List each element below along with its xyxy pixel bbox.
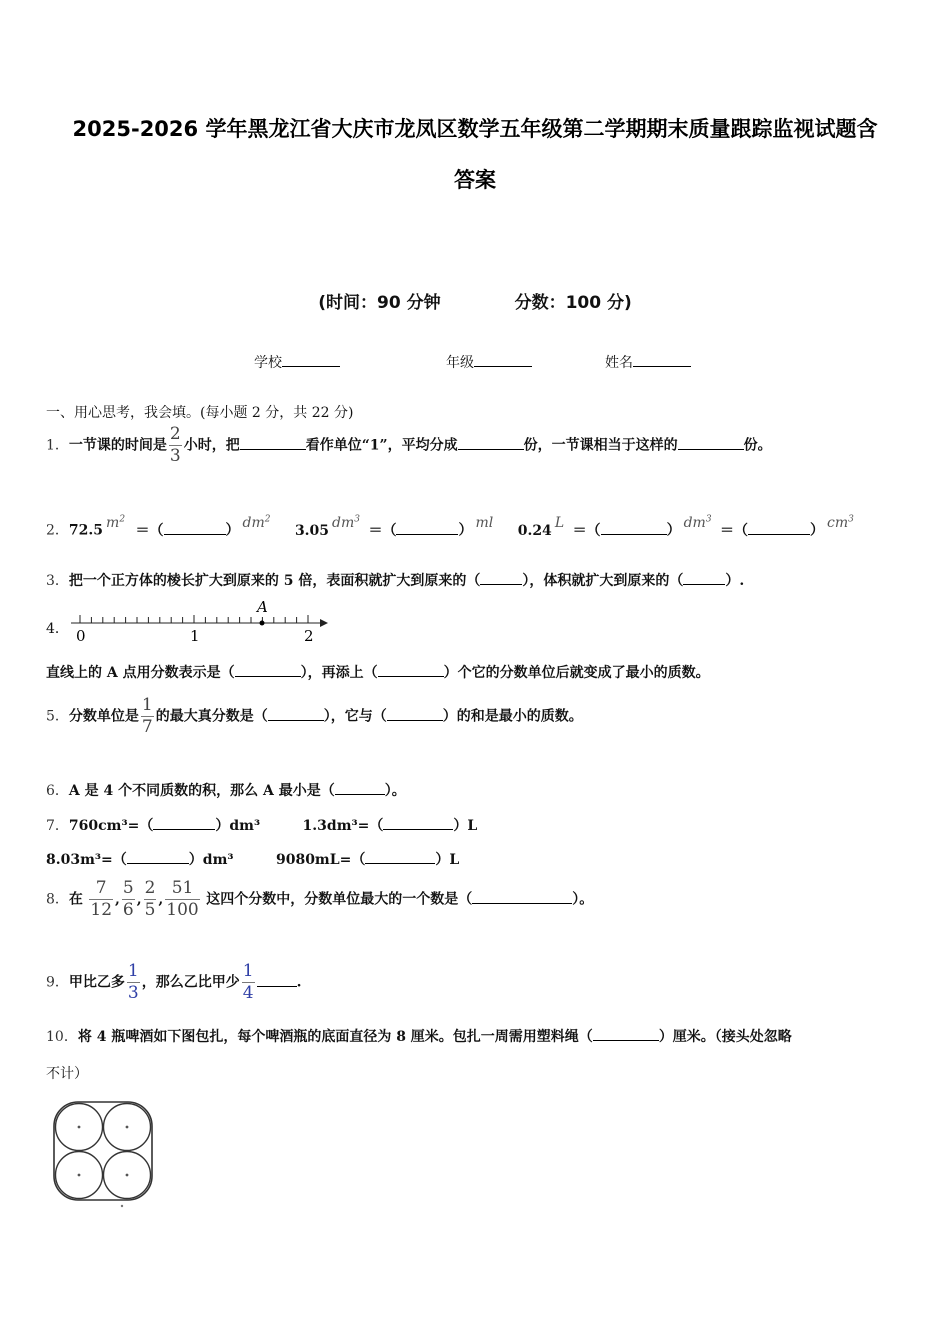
question-1	[46, 426, 772, 465]
school-field[interactable]	[254, 352, 340, 372]
q2-number: 2．	[46, 522, 69, 539]
number-line-figure	[66, 596, 336, 646]
q4-text-1: 直线上的 A 点用分数表示是（	[46, 665, 235, 681]
q5-number: 5．	[46, 708, 69, 725]
number-line-arrow-icon	[320, 619, 328, 627]
q2-unit-3	[332, 515, 360, 531]
q6-number: 6．	[46, 783, 69, 799]
q8-f3-numerator: 2	[144, 878, 156, 898]
q7-d-text-1: 9080mL=（	[275, 852, 366, 868]
q1-text-5: 份。	[743, 437, 772, 454]
q8-fraction-1	[89, 880, 113, 919]
page-title-line2: 答案	[454, 168, 496, 192]
q2-unit-6	[684, 515, 712, 531]
q6-blank[interactable]	[335, 794, 385, 795]
q8-f1-denominator: 12	[90, 900, 113, 920]
q7-c-text-1: 8.03m³=（	[46, 852, 127, 868]
exam-time: (时间：90 分钟	[318, 293, 441, 313]
center-dot-3	[78, 1174, 81, 1177]
name-field[interactable]	[605, 352, 691, 372]
q2-unit-2	[243, 515, 271, 531]
q2-unit-2-exp: 2	[264, 514, 271, 524]
q4-blank-2[interactable]	[378, 676, 444, 677]
q8-f1-numerator: 7	[89, 880, 113, 900]
q8-fraction-4	[165, 880, 199, 919]
q2-unit-1-text: m	[106, 514, 120, 531]
exam-info	[0, 288, 950, 313]
q1-frac-numerator: 2	[169, 424, 181, 444]
q9-text-1: 甲比乙多	[68, 974, 125, 991]
grade-blank[interactable]	[474, 366, 532, 367]
q2-unit-6-text: dm	[683, 514, 706, 531]
q5-text-2: 的最大真分数是（	[155, 708, 268, 725]
q5-text-4: ）的和是最小的质数。	[442, 708, 583, 725]
question-8	[46, 880, 593, 919]
center-dot-1	[78, 1126, 81, 1129]
q7-b-text-2: ）L	[453, 818, 478, 834]
q8-f4-denominator: 100	[166, 900, 199, 920]
q2-unit-2-text: dm	[242, 514, 265, 531]
q2-unit-4	[475, 515, 493, 531]
q7-blank-c[interactable]	[127, 863, 189, 864]
q3-number: 3．	[46, 573, 69, 589]
q8-text-3: ）。	[572, 891, 594, 908]
q1-blank-2[interactable]	[458, 449, 524, 450]
q2-value-3: 0.24	[517, 522, 552, 539]
q9-number: 9．	[46, 974, 69, 991]
q2-unit-7	[827, 515, 854, 531]
q8-text-1: 在	[68, 891, 83, 908]
q1-blank-1[interactable]	[240, 449, 306, 450]
q2-unit-4-text: ml	[475, 514, 494, 531]
question-7-row-2	[46, 849, 459, 869]
q7-blank-b[interactable]	[383, 829, 453, 830]
q3-blank-1[interactable]	[480, 584, 522, 585]
q8-number: 8．	[46, 891, 69, 908]
q2-unit-6-exp: 3	[705, 514, 712, 524]
q5-fraction	[141, 697, 154, 736]
q2-blank-1[interactable]	[164, 534, 226, 535]
exam-score: 分数：100 分)	[514, 293, 632, 313]
stray-dot	[121, 1205, 123, 1207]
q1-fraction	[169, 426, 182, 465]
question-6	[46, 780, 406, 800]
q2-unit-7-text: cm	[827, 514, 849, 531]
q8-comma-3: ,	[158, 891, 164, 908]
grade-field[interactable]	[446, 352, 532, 372]
question-7-row-1	[46, 815, 477, 835]
q2-blank-3[interactable]	[601, 534, 667, 535]
q2-blank-4[interactable]	[748, 534, 810, 535]
q10-text-1: 将 4 瓶啤酒如下图包扎，每个啤酒瓶的底面直径为 8 厘米。包扎一周需用塑料绳（	[77, 1029, 593, 1045]
name-label: 姓名	[605, 355, 633, 371]
q8-fraction-2	[122, 880, 135, 919]
tick-label-1: 1	[190, 627, 200, 645]
point-a-label: A	[257, 598, 268, 616]
question-4-text	[46, 662, 710, 682]
q5-blank-2[interactable]	[387, 720, 443, 721]
q3-text-1: 把一个正方体的棱长扩大到原来的 5 倍，表面积就扩大到原来的（	[68, 573, 481, 589]
q3-blank-2[interactable]	[683, 584, 725, 585]
q2-eq-1: ＝（	[135, 522, 164, 539]
q5-frac-numerator: 1	[141, 695, 153, 715]
q2-close-2: ）	[458, 522, 473, 539]
q8-f4-numerator: 51	[165, 880, 199, 900]
q10-blank[interactable]	[593, 1040, 659, 1041]
q9-f1-denominator: 3	[127, 983, 139, 1003]
q6-text-1: A 是 4 个不同质数的积，那么 A 最小是（	[68, 783, 335, 799]
question-3	[46, 570, 744, 590]
q2-unit-5	[555, 515, 564, 531]
tick-label-0: 0	[76, 627, 86, 645]
tick-label-2: 2	[304, 627, 314, 645]
q1-text-2: 小时，把	[183, 437, 240, 454]
q1-text-1: 一节课的时间是	[68, 437, 167, 454]
q1-text-3: 看作单位“1”，平均分成	[305, 437, 458, 454]
q7-c-text-2: ）dm³	[188, 852, 234, 868]
q10-text-2: ）厘米。（接头处忽略	[658, 1029, 792, 1045]
question-9	[46, 963, 301, 1002]
q2-unit-1	[106, 515, 125, 531]
q9-f2-denominator: 4	[242, 983, 254, 1003]
q2-close-1: ）	[225, 522, 240, 539]
q9-fraction-1	[127, 963, 140, 1002]
q5-text-1: 分数单位是	[68, 708, 139, 725]
q2-value-1: 72.5	[68, 522, 104, 539]
q2-unit-3-exp: 3	[354, 514, 361, 524]
q9-blank[interactable]	[257, 986, 297, 987]
q3-text-2: ），体积就扩大到原来的（	[522, 573, 684, 589]
q7-d-text-2: ）L	[435, 852, 460, 868]
q4-text-3: ）个它的分数单位后就变成了最小的质数。	[443, 665, 710, 681]
q1-text-4: 份，一节课相当于这样的	[523, 437, 678, 454]
q5-frac-denominator: 7	[141, 717, 153, 737]
q9-text-3: .	[296, 974, 302, 991]
q2-close-4: ）	[810, 522, 824, 539]
q2-value-2: 3.05	[294, 522, 330, 539]
q4-text-2: ），再添上（	[300, 665, 378, 681]
q5-text-3: ），它与（	[323, 708, 387, 725]
bottle-bundle-figure	[52, 1100, 156, 1210]
q9-fraction-2	[242, 963, 255, 1002]
q2-unit-3-text: dm	[332, 514, 355, 531]
q7-b-text-1: 1.3dm³=（	[302, 818, 384, 834]
q2-eq-4: ＝（	[720, 522, 748, 539]
q2-eq-3: ＝（	[572, 522, 601, 539]
center-dot-2	[126, 1126, 129, 1129]
q7-a-text-1: 760cm³=（	[68, 818, 154, 834]
q8-blank[interactable]	[472, 903, 572, 904]
q2-close-3: ）	[666, 522, 681, 539]
q8-fraction-3	[144, 880, 157, 919]
page-title-line1: 2025-2026 学年黑龙江省大庆市龙凤区数学五年级第二学期期末质量跟踪监视试题含	[72, 117, 878, 141]
q8-text-2: 这四个分数中，分数单位最大的一个数是（	[206, 891, 473, 908]
q3-text-3: ）.	[725, 573, 745, 589]
number-line-ticks	[80, 615, 308, 623]
q8-comma-1: ,	[115, 891, 120, 908]
q4-blank-1[interactable]	[235, 676, 301, 677]
q1-number: 1．	[46, 437, 69, 454]
q7-blank-d[interactable]	[365, 863, 435, 864]
q4-number: 4．	[46, 621, 69, 637]
question-5	[46, 697, 583, 736]
q7-number: 7．	[46, 818, 69, 834]
rope-outline	[54, 1102, 152, 1200]
school-blank[interactable]	[282, 366, 340, 367]
q7-blank-a[interactable]	[153, 829, 215, 830]
q8-f3-denominator: 5	[144, 900, 156, 920]
school-label: 学校	[254, 355, 282, 371]
point-a-marker	[260, 621, 265, 626]
q9-f1-numerator: 1	[127, 961, 139, 981]
q9-f2-numerator: 1	[242, 961, 254, 981]
question-2	[46, 514, 854, 540]
q5-blank-1[interactable]	[268, 720, 324, 721]
q8-comma-2: ,	[136, 891, 142, 908]
q2-eq-2: ＝（	[368, 522, 397, 539]
q6-text-2: ）。	[384, 783, 406, 799]
q2-unit-1-exp: 2	[119, 514, 126, 524]
q1-blank-3[interactable]	[678, 449, 744, 450]
question-10-line-2: 不计）	[46, 1066, 88, 1082]
question-10-line-1	[46, 1026, 792, 1046]
center-dot-4	[126, 1174, 129, 1177]
q2-unit-5-text: L	[554, 514, 565, 531]
q9-text-2: ，那么乙比甲少	[141, 974, 240, 991]
section-heading: 一、用心思考，我会填。(每小题 2 分，共 22 分)	[46, 405, 354, 421]
q10-number: 10．	[46, 1029, 78, 1045]
q8-f2-numerator: 5	[122, 878, 134, 898]
grade-label: 年级	[446, 355, 474, 371]
name-blank[interactable]	[633, 366, 691, 367]
q7-a-text-2: ）dm³	[215, 818, 261, 834]
q2-unit-7-exp: 3	[848, 514, 854, 524]
q1-frac-denominator: 3	[169, 446, 181, 466]
q2-blank-2[interactable]	[396, 534, 458, 535]
q8-f2-denominator: 6	[122, 900, 134, 920]
